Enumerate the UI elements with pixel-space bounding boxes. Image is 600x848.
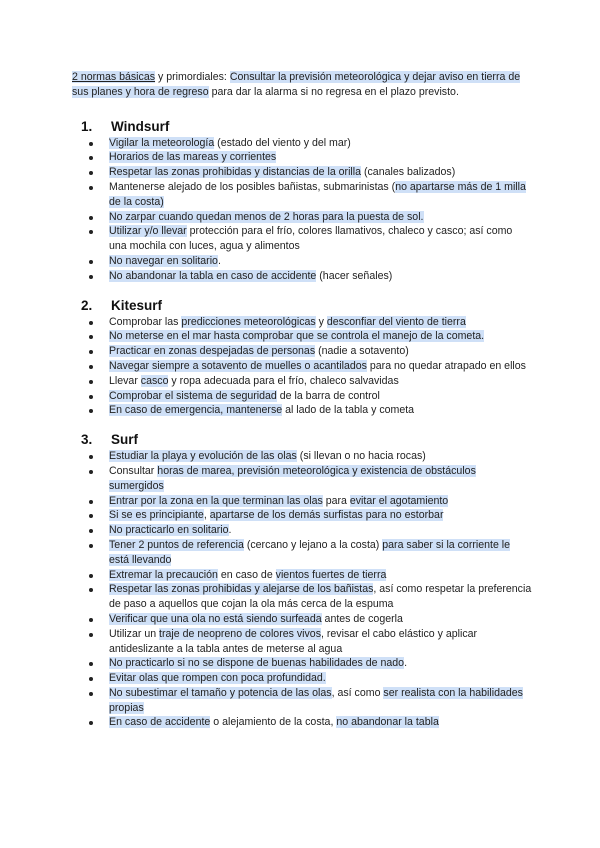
highlighted-text: evitar el agotamiento bbox=[349, 494, 449, 507]
bullet-icon bbox=[89, 186, 93, 190]
highlighted-text: Si se es principiante bbox=[109, 509, 204, 522]
highlighted-text: vientos fuertes de tierra bbox=[275, 568, 387, 581]
highlighted-text: casco bbox=[140, 374, 169, 387]
text-run: . bbox=[217, 254, 221, 267]
bullet-list bbox=[72, 315, 532, 419]
list-item bbox=[72, 165, 532, 180]
bullet-icon bbox=[89, 514, 93, 518]
highlighted-text: No practicarlo si no se dispone de buenas habilidades de nado bbox=[109, 657, 405, 670]
text-run: (estado del viento y del mar) bbox=[214, 136, 351, 149]
bullet-icon bbox=[89, 574, 93, 578]
highlighted-text: Utilizar y/o llevar bbox=[109, 225, 187, 238]
list-item bbox=[72, 224, 532, 254]
list-item bbox=[72, 389, 532, 404]
list-item bbox=[72, 568, 532, 583]
section-heading bbox=[72, 119, 532, 135]
list-item bbox=[72, 269, 532, 284]
bullet-icon bbox=[89, 335, 93, 339]
highlighted-text: Extremar la precaución bbox=[109, 568, 218, 581]
bullet-icon bbox=[89, 171, 93, 175]
bullet-icon bbox=[89, 455, 93, 459]
highlighted-text: Evitar olas que rompen con poca profundidad. bbox=[109, 672, 326, 685]
bullet-icon bbox=[89, 275, 93, 279]
bullet-icon bbox=[89, 677, 93, 681]
highlighted-text: no abandonar la tabla bbox=[336, 716, 439, 729]
text-run: . bbox=[228, 524, 232, 537]
text-run: de la barra de control bbox=[276, 389, 380, 402]
text-run: , así como respetar la preferencia de paso a aquellos que cojan la ola más cerca de la espuma bbox=[109, 583, 532, 611]
text-run: para bbox=[322, 494, 350, 507]
highlighted-text: Respetar las zonas prohibidas y distancias de la orilla bbox=[109, 166, 362, 179]
bullet-icon bbox=[89, 230, 93, 234]
bullet-list bbox=[72, 449, 532, 730]
list-item bbox=[72, 686, 532, 716]
highlighted-text: Vigilar la meteorología bbox=[109, 136, 215, 149]
highlighted-text: No navegar en solitario bbox=[109, 254, 218, 267]
list-item bbox=[72, 494, 532, 509]
highlighted-text: horas de marea, previsión meteorológica y existencia de obstáculos sumergidos bbox=[109, 464, 476, 492]
bullet-icon bbox=[89, 156, 93, 160]
section-number: 3. bbox=[81, 432, 93, 448]
highlighted-text: ser realista con la habilidades propias bbox=[109, 686, 523, 714]
text-run: para dar la alarma si no regresa en el plazo previsto. bbox=[208, 85, 459, 98]
bullet-icon bbox=[89, 721, 93, 725]
text-run: al lado de la tabla y cometa bbox=[282, 404, 415, 417]
document-page bbox=[72, 70, 532, 744]
highlighted-text: En caso de emergencia, mantenerse bbox=[109, 404, 283, 417]
highlighted-text: 2 normas básicas bbox=[72, 71, 156, 83]
highlighted-text: No meterse en el mar hasta comprobar que se controla el manejo de la cometa. bbox=[109, 330, 485, 343]
list-item bbox=[72, 374, 532, 389]
bullet-icon bbox=[89, 470, 93, 474]
text-run: Utilizar un bbox=[109, 627, 160, 640]
list-item bbox=[72, 210, 532, 225]
text-run: Llevar bbox=[109, 374, 141, 387]
list-item bbox=[72, 715, 532, 730]
list-item bbox=[72, 627, 532, 657]
section-title: Surf bbox=[111, 432, 138, 448]
text-run: (hacer señales) bbox=[316, 269, 393, 282]
text-run: . bbox=[404, 657, 408, 670]
section-heading bbox=[72, 432, 532, 448]
section-number: 2. bbox=[81, 297, 93, 313]
section-number: 1. bbox=[81, 118, 93, 134]
bullet-icon bbox=[89, 692, 93, 696]
section-heading bbox=[72, 298, 532, 314]
text-run: en caso de bbox=[217, 568, 276, 581]
text-run: protección para el frío, colores llamativos, chaleco y casco; así como una mochila con luces, agua y alimentos bbox=[109, 225, 513, 253]
list-item bbox=[72, 508, 532, 523]
text-run: (nadie a sotavento) bbox=[315, 345, 409, 358]
text-run: antes de cogerla bbox=[321, 612, 403, 625]
text-run: o alejamiento de la costa, bbox=[210, 716, 337, 729]
list-item bbox=[72, 254, 532, 269]
text-run: para no quedar atrapado en ellos bbox=[366, 359, 526, 372]
bullet-icon bbox=[89, 365, 93, 369]
highlighted-text: Entrar por la zona en la que terminan las olas bbox=[109, 494, 323, 507]
highlighted-text: No subestimar el tamaño y potencia de las olas bbox=[109, 686, 332, 699]
highlighted-text: No abandonar la tabla en caso de accidente bbox=[109, 269, 317, 282]
list-item bbox=[72, 136, 532, 151]
text-run: , así como bbox=[331, 686, 384, 699]
sections-container bbox=[72, 119, 532, 731]
highlighted-text: predicciones meteorológicas bbox=[181, 315, 316, 328]
highlighted-text: para saber si la corriente le está llevando bbox=[109, 538, 511, 566]
section-title: Kitesurf bbox=[111, 297, 163, 313]
list-item bbox=[72, 538, 532, 568]
bullet-icon bbox=[89, 633, 93, 637]
highlighted-text: Respetar las zonas prohibidas y alejarse de los bañistas bbox=[109, 583, 374, 596]
highlighted-text: Practicar en zonas despejadas de personas bbox=[109, 345, 316, 358]
bullet-list bbox=[72, 136, 532, 284]
bullet-icon bbox=[89, 380, 93, 384]
list-item bbox=[72, 315, 532, 330]
text-run: Consultar bbox=[109, 464, 158, 477]
text-run: y ropa adecuada para el frío, chaleco salvavidas bbox=[168, 374, 399, 387]
section-title: Windsurf bbox=[111, 118, 170, 134]
bullet-icon bbox=[89, 529, 93, 533]
bullet-icon bbox=[89, 588, 93, 592]
highlighted-text: Estudiar la playa y evolución de las olas bbox=[109, 450, 297, 463]
list-item bbox=[72, 180, 532, 210]
highlighted-text: traje de neopreno de colores vivos bbox=[159, 627, 321, 640]
bullet-icon bbox=[89, 500, 93, 504]
text-run: (si llevan o no hacia rocas) bbox=[296, 450, 426, 463]
text-run: Comprobar las bbox=[109, 315, 182, 328]
list-item bbox=[72, 671, 532, 686]
list-item bbox=[72, 612, 532, 627]
bullet-icon bbox=[89, 662, 93, 666]
bullet-icon bbox=[89, 321, 93, 325]
list-item bbox=[72, 329, 532, 344]
list-item bbox=[72, 344, 532, 359]
list-item bbox=[72, 359, 532, 374]
text-run: Mantenerse alejado de los posibles bañistas, submarinistas ( bbox=[109, 180, 396, 193]
bullet-icon bbox=[89, 395, 93, 399]
text-run: (canales balizados) bbox=[361, 166, 456, 179]
text-run: , revisar el cabo elástico y aplicar antideslizante a la tabla antes de meterse al agua bbox=[109, 627, 478, 655]
bullet-icon bbox=[89, 409, 93, 413]
list-item bbox=[72, 449, 532, 464]
highlighted-text: Verificar que una ola no está siendo surfeada bbox=[109, 612, 322, 625]
list-item bbox=[72, 523, 532, 538]
bullet-icon bbox=[89, 618, 93, 622]
bullet-icon bbox=[89, 544, 93, 548]
bullet-icon bbox=[89, 216, 93, 220]
list-item bbox=[72, 582, 532, 612]
highlighted-text: No practicarlo en solitario bbox=[109, 524, 229, 537]
highlighted-text: apartarse de los demás surfistas para no estorbar bbox=[209, 509, 444, 522]
list-item bbox=[72, 656, 532, 671]
highlighted-text: desconfiar del viento de tierra bbox=[326, 315, 466, 328]
highlighted-text: Horarios de las mareas y corrientes bbox=[109, 151, 277, 164]
highlighted-text: no apartarse más de 1 milla de la costa) bbox=[109, 180, 526, 208]
highlighted-text: Tener 2 puntos de referencia bbox=[109, 538, 244, 551]
list-item bbox=[72, 464, 532, 494]
highlighted-text: Navegar siempre a sotavento de muelles o acantilados bbox=[109, 359, 367, 372]
text-run: y primordiales: bbox=[155, 71, 230, 83]
text-run: (cercano y lejano a la costa) bbox=[243, 538, 383, 551]
highlighted-text: Comprobar el sistema de seguridad bbox=[109, 389, 277, 402]
intro-paragraph bbox=[72, 70, 532, 100]
bullet-icon bbox=[89, 350, 93, 354]
text-run: y bbox=[315, 315, 327, 328]
highlighted-text: En caso de accidente bbox=[109, 716, 211, 729]
bullet-icon bbox=[89, 142, 93, 146]
text-run: , bbox=[203, 509, 210, 522]
list-item bbox=[72, 150, 532, 165]
bullet-icon bbox=[89, 260, 93, 264]
highlighted-text: No zarpar cuando quedan menos de 2 horas para la puesta de sol. bbox=[109, 210, 424, 223]
list-item bbox=[72, 403, 532, 418]
highlighted-text: Consultar la previsión meteorológica y dejar aviso en tierra de sus planes y hora de regreso bbox=[72, 71, 521, 98]
